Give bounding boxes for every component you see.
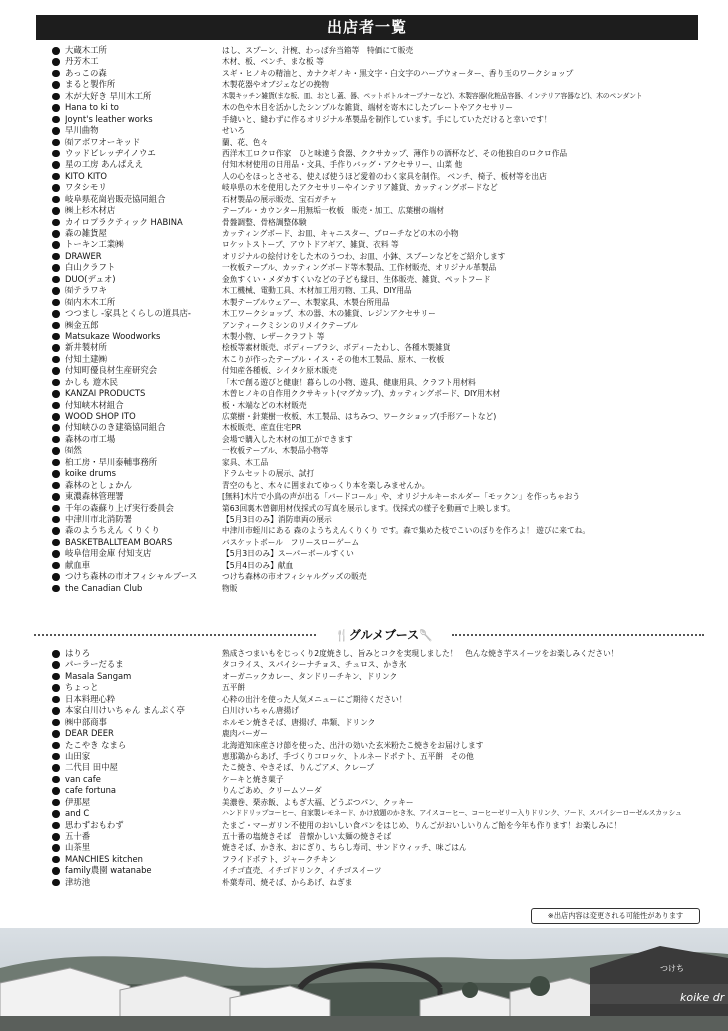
exhibitor-name: つつまし -家具とくらしの道具店- bbox=[65, 308, 191, 319]
bullet-icon bbox=[52, 436, 60, 444]
exhibitor-description: オーガニックカレー、タンドリーチキン、ドリンク bbox=[222, 671, 398, 681]
exhibitor-name: ㈲アボワオーキッド bbox=[65, 136, 141, 147]
exhibitor-name: ワタシモリ bbox=[65, 182, 107, 193]
exhibitor-name: 白山クラフト bbox=[65, 262, 116, 273]
vendor-row bbox=[34, 251, 704, 262]
vendor-row bbox=[34, 320, 704, 331]
exhibitor-description: バスケットボール フリースローゲーム bbox=[222, 537, 360, 547]
exhibitor-name: KITO KITO bbox=[65, 170, 108, 181]
bullet-icon bbox=[52, 276, 60, 284]
bullet-icon bbox=[52, 822, 60, 830]
gourmet-row bbox=[34, 820, 704, 831]
gourmet-row bbox=[34, 831, 704, 842]
vendor-row bbox=[34, 68, 704, 79]
bullet-icon bbox=[52, 799, 60, 807]
vendor-row bbox=[34, 503, 704, 514]
bullet-icon bbox=[52, 573, 60, 581]
exhibitor-description: 美濃巻、栗赤飯、よもぎ大福、どうぶつパン、クッキー bbox=[222, 797, 414, 807]
bullet-icon bbox=[52, 58, 60, 66]
vendor-row bbox=[34, 434, 704, 445]
exhibitor-description: 石材製品の展示販売、宝石ガチャ bbox=[222, 194, 338, 204]
bullet-icon bbox=[52, 719, 60, 727]
exhibitor-description: 人の心をほっとさせる、使えば使うほど愛着のわく家具を制作。 ベンチ、椅子、板材等を出店 bbox=[222, 171, 547, 181]
exhibitor-name: ㈱上杉木材店 bbox=[65, 205, 116, 216]
exhibitor-name: and C bbox=[65, 808, 90, 819]
vendor-row bbox=[34, 56, 704, 67]
gourmet-row bbox=[34, 740, 704, 751]
exhibitor-description: [無料]木片で小鳥の声が出る「バードコール」や、オリジナルキーホルダー「モックン」を作っちゃおう bbox=[222, 492, 581, 502]
exhibitor-description: ロケットストーブ、アウトドアギア、雑貨、衣料 等 bbox=[222, 240, 399, 250]
bullet-icon bbox=[52, 93, 60, 101]
bullet-icon bbox=[52, 390, 60, 398]
vendor-row bbox=[34, 480, 704, 491]
vendor-row bbox=[34, 285, 704, 296]
exhibitor-description: 木製テーブルウェアー、木製家具、木製台所用品 bbox=[222, 297, 390, 307]
exhibitor-name: 岐阜県花崗岩販売協同組合 bbox=[65, 193, 166, 204]
bullet-icon bbox=[52, 810, 60, 818]
exhibitor-name: 中津川市北消防署 bbox=[65, 513, 132, 524]
gourmet-row bbox=[34, 717, 704, 728]
exhibitor-name: 献血車 bbox=[65, 559, 91, 570]
exhibitor-name: DUO(デュオ) bbox=[65, 273, 116, 284]
exhibitor-name: トーキン工業㈱ bbox=[65, 239, 124, 250]
exhibitor-description: ハンドドリップコーヒー、自家製レモネード、かけ放題のかき氷、アイスコーヒー、コーヒーゼリー入りドリンク、フード、スパイシーローゼルスカッシュ bbox=[222, 809, 682, 818]
exhibitor-description: 物販 bbox=[222, 583, 238, 593]
exhibitor-name: 森林のとしょかん bbox=[65, 479, 132, 490]
gourmet-row bbox=[34, 808, 704, 819]
exhibitor-description: ドラムセットの展示、試打 bbox=[222, 469, 315, 479]
exhibitor-description: 会場で購入した木材の加工ができます bbox=[222, 434, 353, 444]
exhibitor-description: 板・木端などの木材販売 bbox=[222, 400, 307, 410]
exhibitor-name: パーラーだるま bbox=[65, 659, 124, 670]
exhibitor-name: 付知峡ひのき建築協同組合 bbox=[65, 422, 166, 433]
vendor-row bbox=[34, 239, 704, 250]
vendor-row bbox=[34, 182, 704, 193]
exhibitor-description: 「木で創る遊びと健康！暮らしの小物、遊具、健康用具、クラフト用材料 bbox=[222, 377, 476, 387]
gourmet-section-header bbox=[34, 626, 704, 644]
exhibitor-description: 五平餅 bbox=[222, 683, 246, 693]
exhibitor-name: the Canadian Club bbox=[65, 582, 143, 593]
vendor-row bbox=[34, 228, 704, 239]
event-photo-illustration bbox=[0, 928, 728, 1031]
exhibitor-description: 【5月3日のみ】消防車両の展示 bbox=[222, 514, 332, 524]
vendor-row bbox=[34, 114, 704, 125]
exhibitor-description: 焼きそば、かき氷、おにぎり、ちらし寿司、サンドウィッチ、味ごはん bbox=[222, 843, 467, 853]
vendor-row bbox=[34, 125, 704, 136]
bullet-icon bbox=[52, 196, 60, 204]
vendor-row bbox=[34, 468, 704, 479]
exhibitor-name: 新井製材所 bbox=[65, 342, 107, 353]
exhibitor-description: 一枚板テーブル、木製品小物等 bbox=[222, 446, 329, 456]
exhibitor-name: 付知町優良材生産研究会 bbox=[65, 365, 158, 376]
bullet-icon bbox=[52, 253, 60, 261]
bullet-icon bbox=[52, 424, 60, 432]
bullet-icon bbox=[52, 550, 60, 558]
vendor-row bbox=[34, 457, 704, 468]
bullet-icon bbox=[52, 47, 60, 55]
exhibitor-name: MANCHIES kitchen bbox=[65, 853, 143, 864]
vendor-row bbox=[34, 548, 704, 559]
vendor-row bbox=[34, 91, 704, 102]
vendor-row bbox=[34, 159, 704, 170]
vendor-row bbox=[34, 400, 704, 411]
bullet-icon bbox=[52, 673, 60, 681]
exhibitor-name: 津坊池 bbox=[65, 876, 91, 887]
gourmet-row bbox=[34, 705, 704, 716]
gourmet-row bbox=[34, 865, 704, 876]
bullet-icon bbox=[52, 482, 60, 490]
bullet-icon bbox=[52, 742, 60, 750]
bullet-icon bbox=[52, 402, 60, 410]
exhibitor-description: 朴葉寿司、焼そば、からあげ、ねぎま bbox=[222, 877, 353, 887]
bullet-icon bbox=[52, 661, 60, 669]
gourmet-row bbox=[34, 659, 704, 670]
exhibitor-name: 千年の森蘇り上げ実行委員会 bbox=[65, 502, 174, 513]
dotted-divider-left bbox=[34, 634, 316, 636]
exhibitor-description: 広葉樹・針葉樹一枚板、木工製品、はちみつ、ワークショップ(手形アートなど) bbox=[222, 412, 497, 421]
exhibitor-description: ホルモン焼きそば、唐揚げ、串類、ドリンク bbox=[222, 717, 376, 727]
exhibitor-name: DRAWER bbox=[65, 250, 102, 261]
bullet-icon bbox=[52, 150, 60, 158]
exhibitor-description: 【5月4日のみ】献血 bbox=[222, 560, 294, 570]
exhibitor-description: 青空のもと、木々に囲まれてゆっくり本を楽しみませんか。 bbox=[222, 480, 430, 490]
exhibitor-description: イチゴ直売、イチゴドリンク、イチゴスイーツ bbox=[222, 866, 382, 876]
exhibitor-description: 北海道知床産さけ節を使った、出汁の効いた玄米粉たこ焼きをお届けします bbox=[222, 740, 484, 750]
exhibitor-name: カイロプラクティック HABINA bbox=[65, 216, 183, 227]
exhibitor-name: 日本料理心粋 bbox=[65, 693, 116, 704]
exhibitor-name: 森のようちえん くりくり bbox=[65, 525, 160, 536]
exhibitor-description: 木製キッチン雑貨(まな板、皿、おとし蓋、器、ペットボトルオープナーなど)、木製容器(化粧品容器、インテリア容器など)、木のペンダント bbox=[222, 91, 643, 100]
bullet-icon bbox=[52, 707, 60, 715]
bullet-icon bbox=[52, 470, 60, 478]
bullet-icon bbox=[52, 81, 60, 89]
exhibitor-name: ㈲テラワキ bbox=[65, 285, 107, 296]
exhibitor-name: つけち森林の市オフィシャルブース bbox=[65, 571, 198, 582]
exhibitor-description: 木材、板、ベンチ、まな板 等 bbox=[222, 57, 324, 67]
vendor-list bbox=[34, 45, 704, 594]
exhibitor-name: 伊那屋 bbox=[65, 796, 91, 807]
bullet-icon bbox=[52, 684, 60, 692]
exhibitor-description: タコライス、スパイシーナチョス、チュロス、かき氷 bbox=[222, 660, 407, 670]
gourmet-list bbox=[34, 648, 704, 888]
bullet-icon bbox=[52, 585, 60, 593]
bullet-icon bbox=[52, 104, 60, 112]
exhibitor-name: 山田家 bbox=[65, 750, 91, 761]
bullet-icon bbox=[52, 413, 60, 421]
exhibitor-description: 蘭、花、色々 bbox=[222, 137, 269, 147]
gourmet-row bbox=[34, 671, 704, 682]
vendor-row bbox=[34, 365, 704, 376]
exhibitor-description: 木製小物、レザークラフト 等 bbox=[222, 331, 325, 341]
bullet-icon bbox=[52, 833, 60, 841]
tent-label: koike dr bbox=[680, 991, 725, 1004]
exhibitor-name: Joynt's leather works bbox=[65, 113, 153, 124]
exhibitor-name: はりろ bbox=[65, 648, 91, 658]
exhibitor-name: ウッドビレッヂイノウエ bbox=[65, 147, 156, 158]
vendor-row bbox=[34, 45, 704, 56]
exhibitor-description: 木こりが作ったテーブル・イス・その他木工製品、原木、一枚板 bbox=[222, 354, 445, 364]
exhibitor-description: 岐阜県の木を使用したアクセサリーやインテリア雑貨、カッティングボードなど bbox=[222, 183, 498, 193]
exhibitor-name: 東濃森林管理署 bbox=[65, 491, 124, 502]
bullet-icon bbox=[52, 333, 60, 341]
bullet-icon bbox=[52, 447, 60, 455]
vendor-row bbox=[34, 537, 704, 548]
exhibitor-name: BASKETBALLTEAM BOARS bbox=[65, 536, 173, 547]
gourmet-row bbox=[34, 762, 704, 773]
fork-icon: 🍴 bbox=[335, 629, 349, 642]
exhibitor-name: Hana to ki to bbox=[65, 102, 119, 113]
bullet-icon bbox=[52, 867, 60, 875]
exhibitor-name: Masala Sangam bbox=[65, 670, 132, 681]
exhibitor-name: 山茶里 bbox=[65, 842, 91, 853]
bullet-icon bbox=[52, 184, 60, 192]
bullet-icon bbox=[52, 241, 60, 249]
exhibitor-name: かしも 遊木民 bbox=[65, 376, 118, 387]
exhibitor-description: カッティングボード、お皿、キャニスター、ブローチなどの木の小物 bbox=[222, 229, 459, 238]
bullet-icon bbox=[52, 505, 60, 513]
exhibitor-description: フライドポテト、ジャークチキン bbox=[222, 854, 337, 864]
exhibitor-description: 木の色や木目を活かしたシンプルな雑貨、端材を寄木にしたプレートやアクセサリー bbox=[222, 103, 514, 113]
bullet-icon bbox=[52, 730, 60, 738]
gourmet-title bbox=[324, 626, 444, 645]
vendor-row bbox=[34, 422, 704, 433]
vendor-row bbox=[34, 102, 704, 113]
vendor-row bbox=[34, 571, 704, 582]
exhibitor-name: 早川曲物 bbox=[65, 125, 99, 136]
exhibitor-name: KANZAI PRODUCTS bbox=[65, 388, 146, 399]
exhibitor-description: つけち森林の市オフィシャルグッズの販売 bbox=[222, 572, 367, 582]
exhibitor-description: テーブル・カウンター用無垢一枚板 販売・加工、広葉樹の端材 bbox=[222, 206, 444, 216]
exhibitor-description: 木曽ヒノキの自作用ククサキット(マグカップ)、カッティングボード、DIY用木材 bbox=[222, 389, 501, 399]
gourmet-row bbox=[34, 682, 704, 693]
exhibitor-description: 鹿肉バーガー bbox=[222, 729, 268, 739]
gourmet-row bbox=[34, 842, 704, 853]
vendor-row bbox=[34, 297, 704, 308]
vendor-row bbox=[34, 354, 704, 365]
vendor-row bbox=[34, 377, 704, 388]
exhibitor-description: 家具、木工品 bbox=[222, 457, 269, 467]
bullet-icon bbox=[52, 264, 60, 272]
exhibitor-name: cafe fortuna bbox=[65, 785, 117, 796]
exhibitor-name: 二代目 田中屋 bbox=[65, 762, 118, 773]
dotted-divider-right bbox=[452, 634, 704, 636]
gourmet-title-text: グルメブース bbox=[348, 628, 420, 642]
exhibitor-description: りんごあめ、クリームソーダ bbox=[222, 786, 322, 796]
vendor-row bbox=[34, 491, 704, 502]
vendor-row bbox=[34, 331, 704, 342]
vendor-row bbox=[34, 137, 704, 148]
bullet-icon bbox=[52, 856, 60, 864]
exhibitor-description: 熟成さつまいもをじっくり2度焼きし、旨みとコクを実現しました！ 色んな焼き芋スイーツをお楽しみください！ bbox=[222, 649, 619, 658]
vendor-row bbox=[34, 560, 704, 571]
bullet-icon bbox=[52, 844, 60, 852]
exhibitor-description: 手縫いと、縫わずに作るオリジナル革製品を制作しています。手にしていただけると幸いです！ bbox=[222, 114, 552, 124]
bullet-icon bbox=[52, 787, 60, 795]
exhibitor-name: 森林の市工場 bbox=[65, 433, 116, 444]
vendor-row bbox=[34, 194, 704, 205]
exhibitor-description: 金魚すくい・メダカすくいなどの子ども縁日、生体販売、雑貨、ペットフード bbox=[222, 274, 491, 284]
bullet-icon bbox=[52, 562, 60, 570]
exhibitor-description: ケーキと焼き菓子 bbox=[222, 774, 284, 784]
exhibitor-name: あっこの森 bbox=[65, 67, 107, 78]
exhibitor-name: 木が大好き 早川木工所 bbox=[65, 90, 152, 101]
bullet-icon bbox=[52, 696, 60, 704]
exhibitor-name: ㈱金五郎 bbox=[65, 319, 99, 330]
gourmet-row bbox=[34, 785, 704, 796]
gourmet-row bbox=[34, 854, 704, 865]
bullet-icon bbox=[52, 776, 60, 784]
exhibitor-description: たこ焼き、やきそば、りんごアメ、クレープ bbox=[222, 763, 375, 773]
exhibitor-description: 付知産各種板、シイタケ原木販売 bbox=[222, 366, 337, 376]
vendor-row bbox=[34, 342, 704, 353]
exhibitor-name: Matsukaze Woodworks bbox=[65, 330, 161, 341]
vendor-row bbox=[34, 205, 704, 216]
vendor-row bbox=[34, 171, 704, 182]
exhibitor-description: 西洋木工ロクロ作家 ひと味違う食器、ククサカップ、薄作りの酒杯など、その他独自のロクロ作品 bbox=[222, 148, 568, 158]
bullet-icon bbox=[52, 219, 60, 227]
exhibitor-name: ㈲内木木工所 bbox=[65, 296, 116, 307]
bullet-icon bbox=[52, 356, 60, 364]
exhibitor-name: 丹芳木工 bbox=[65, 56, 99, 67]
gourmet-row bbox=[34, 694, 704, 705]
disclaimer-note: ※出店内容は変更される可能性があります bbox=[531, 908, 700, 924]
bullet-icon bbox=[52, 344, 60, 352]
bullet-icon bbox=[52, 139, 60, 147]
bullet-icon bbox=[52, 753, 60, 761]
exhibitor-description: 【5月3日のみ】スーパーボールすくい bbox=[222, 549, 354, 559]
exhibitor-description: 心粋の出汁を使った人気メニューにご期待ください！ bbox=[222, 694, 407, 704]
exhibitor-description: アンティークミシンのリメイクテーブル bbox=[222, 320, 359, 330]
exhibitor-name: ㈱中部商事 bbox=[65, 716, 107, 727]
gourmet-row bbox=[34, 751, 704, 762]
bullet-icon bbox=[52, 493, 60, 501]
spoon-icon: 🥄 bbox=[419, 629, 433, 642]
exhibitor-name: ちょっと bbox=[65, 682, 99, 693]
exhibitor-description: 恵那鶏からあげ、手づくりコロッケ、トルネードポテト、五平餅 その他 bbox=[222, 751, 474, 761]
exhibitor-description: 木工機械、電動工具、木材加工用刃物、工具、DIY用品 bbox=[222, 286, 412, 296]
exhibitor-description: 木製花器やオブジェなどの挽物 bbox=[222, 80, 329, 90]
gourmet-row bbox=[34, 648, 704, 659]
exhibitor-name: 森の雑貨屋 bbox=[65, 228, 107, 238]
exhibitor-name: 五十番 bbox=[65, 831, 91, 841]
exhibitor-description: 一枚板テーブル、カッティングボード等木製品、工作材販売、オリジナル革製品 bbox=[222, 263, 497, 273]
exhibitor-description: 桧板等素材販売、ボディーブラシ、ボディーたわし、各種木製雑貨 bbox=[222, 343, 451, 353]
vendor-row bbox=[34, 79, 704, 90]
bullet-icon bbox=[52, 116, 60, 124]
exhibitor-description: 木工ワークショップ、木の器、木の雑貨、レジンアクセサリー bbox=[222, 309, 436, 319]
exhibitor-name: 付知峡木材組合 bbox=[65, 399, 124, 410]
exhibitor-description: スギ・ヒノキの精油と、カナクギノキ・黒文字・白文字のハーブウォーター、香り玉のワークショップ bbox=[222, 68, 574, 78]
exhibitor-description: 木板販売、産直住宅PR bbox=[222, 423, 302, 433]
vendor-row bbox=[34, 308, 704, 319]
exhibitor-description: たまご・マーガリン不使用のおいしい食パンをはじめ、りんごがおいしいりんご飴を今年も作ります！お楽しみに！ bbox=[222, 820, 622, 830]
bullet-icon bbox=[52, 650, 60, 658]
bullet-icon bbox=[52, 207, 60, 215]
exhibitor-name: 岐阜信用金庫 付知支店 bbox=[65, 548, 152, 559]
exhibitor-name: たこやき なまら bbox=[65, 739, 127, 750]
exhibitor-description: 付知木材使用の日用品・文具、手作りバッグ・アクセサリー、山菜 他 bbox=[222, 160, 463, 170]
event-photo bbox=[0, 928, 728, 1031]
vendor-row bbox=[34, 525, 704, 536]
exhibitor-description: はし、スプーン、汁椀、わっぱ弁当箱等 特価にて販売 bbox=[222, 46, 414, 55]
bullet-icon bbox=[52, 310, 60, 318]
bullet-icon bbox=[52, 173, 60, 181]
page-title: 出店者一覧 bbox=[36, 15, 698, 40]
vendor-row bbox=[34, 514, 704, 525]
gourmet-row bbox=[34, 877, 704, 888]
exhibitor-name: ㈲然 bbox=[65, 445, 82, 456]
bullet-icon bbox=[52, 299, 60, 307]
bullet-icon bbox=[52, 764, 60, 772]
exhibitor-name: van cafe bbox=[65, 773, 101, 784]
vendor-row bbox=[34, 445, 704, 456]
exhibitor-description: せいろ bbox=[222, 126, 246, 136]
vendor-row bbox=[34, 388, 704, 399]
exhibitor-description: オリジナルの絵付けをした木のうつわ、お皿、小鉢、スプーンなどをご紹介します bbox=[222, 251, 506, 261]
exhibitor-name: 付知土建㈱ bbox=[65, 353, 107, 364]
vendor-row bbox=[34, 148, 704, 159]
tent-label-top: つけち bbox=[660, 964, 684, 973]
vendor-row bbox=[34, 274, 704, 285]
exhibitor-name: koike drums bbox=[65, 468, 116, 479]
exhibitor-name: 思わずおもわず bbox=[65, 819, 124, 830]
bullet-icon bbox=[52, 322, 60, 330]
exhibitor-description: 骨盤調整、骨格調整体験 bbox=[222, 217, 307, 227]
gourmet-row bbox=[34, 728, 704, 739]
exhibitor-name: WOOD SHOP ITO bbox=[65, 411, 136, 421]
bullet-icon bbox=[52, 161, 60, 169]
exhibitor-name: まると製作所 bbox=[65, 79, 116, 90]
exhibitor-name: 桕工房・早川泰輔事務所 bbox=[65, 456, 158, 467]
vendor-row bbox=[34, 411, 704, 422]
exhibitor-description: 中津川市蛭川にある 森のようちえんくりくり です。森で集めた枝でこいのぼりを作ろよ！ 遊びに来てね。 bbox=[222, 526, 591, 536]
vendor-row bbox=[34, 217, 704, 228]
exhibitor-description: 五十番の塩焼きそば 昔懐かしい太麺の焼きそば bbox=[222, 832, 392, 841]
exhibitor-description: 第63回裏木曽御用材伐採式の写真を展示します。伐採式の様子を動画で上映します。 bbox=[222, 503, 515, 513]
exhibitor-name: DEAR DEER bbox=[65, 728, 114, 739]
bullet-icon bbox=[52, 539, 60, 547]
exhibitor-name: 大蔵木工所 bbox=[65, 45, 107, 55]
bullet-icon bbox=[52, 879, 60, 887]
vendor-row bbox=[34, 583, 704, 594]
exhibitor-name: 星の工房 あんぱええ bbox=[65, 159, 144, 170]
gourmet-row bbox=[34, 774, 704, 785]
bullet-icon bbox=[52, 70, 60, 78]
exhibitor-name: family農園 watanabe bbox=[65, 865, 152, 876]
bullet-icon bbox=[52, 367, 60, 375]
bullet-icon bbox=[52, 527, 60, 535]
gourmet-row bbox=[34, 797, 704, 808]
vendor-row bbox=[34, 262, 704, 273]
bullet-icon bbox=[52, 287, 60, 295]
bullet-icon bbox=[52, 459, 60, 467]
exhibitor-name: 本家白川けいちゃん まんぷく亭 bbox=[65, 705, 185, 716]
bullet-icon bbox=[52, 230, 60, 238]
exhibitor-description: 白川けいちゃん唐揚げ bbox=[222, 706, 299, 716]
bullet-icon bbox=[52, 379, 60, 387]
bullet-icon bbox=[52, 516, 60, 524]
bullet-icon bbox=[52, 127, 60, 135]
